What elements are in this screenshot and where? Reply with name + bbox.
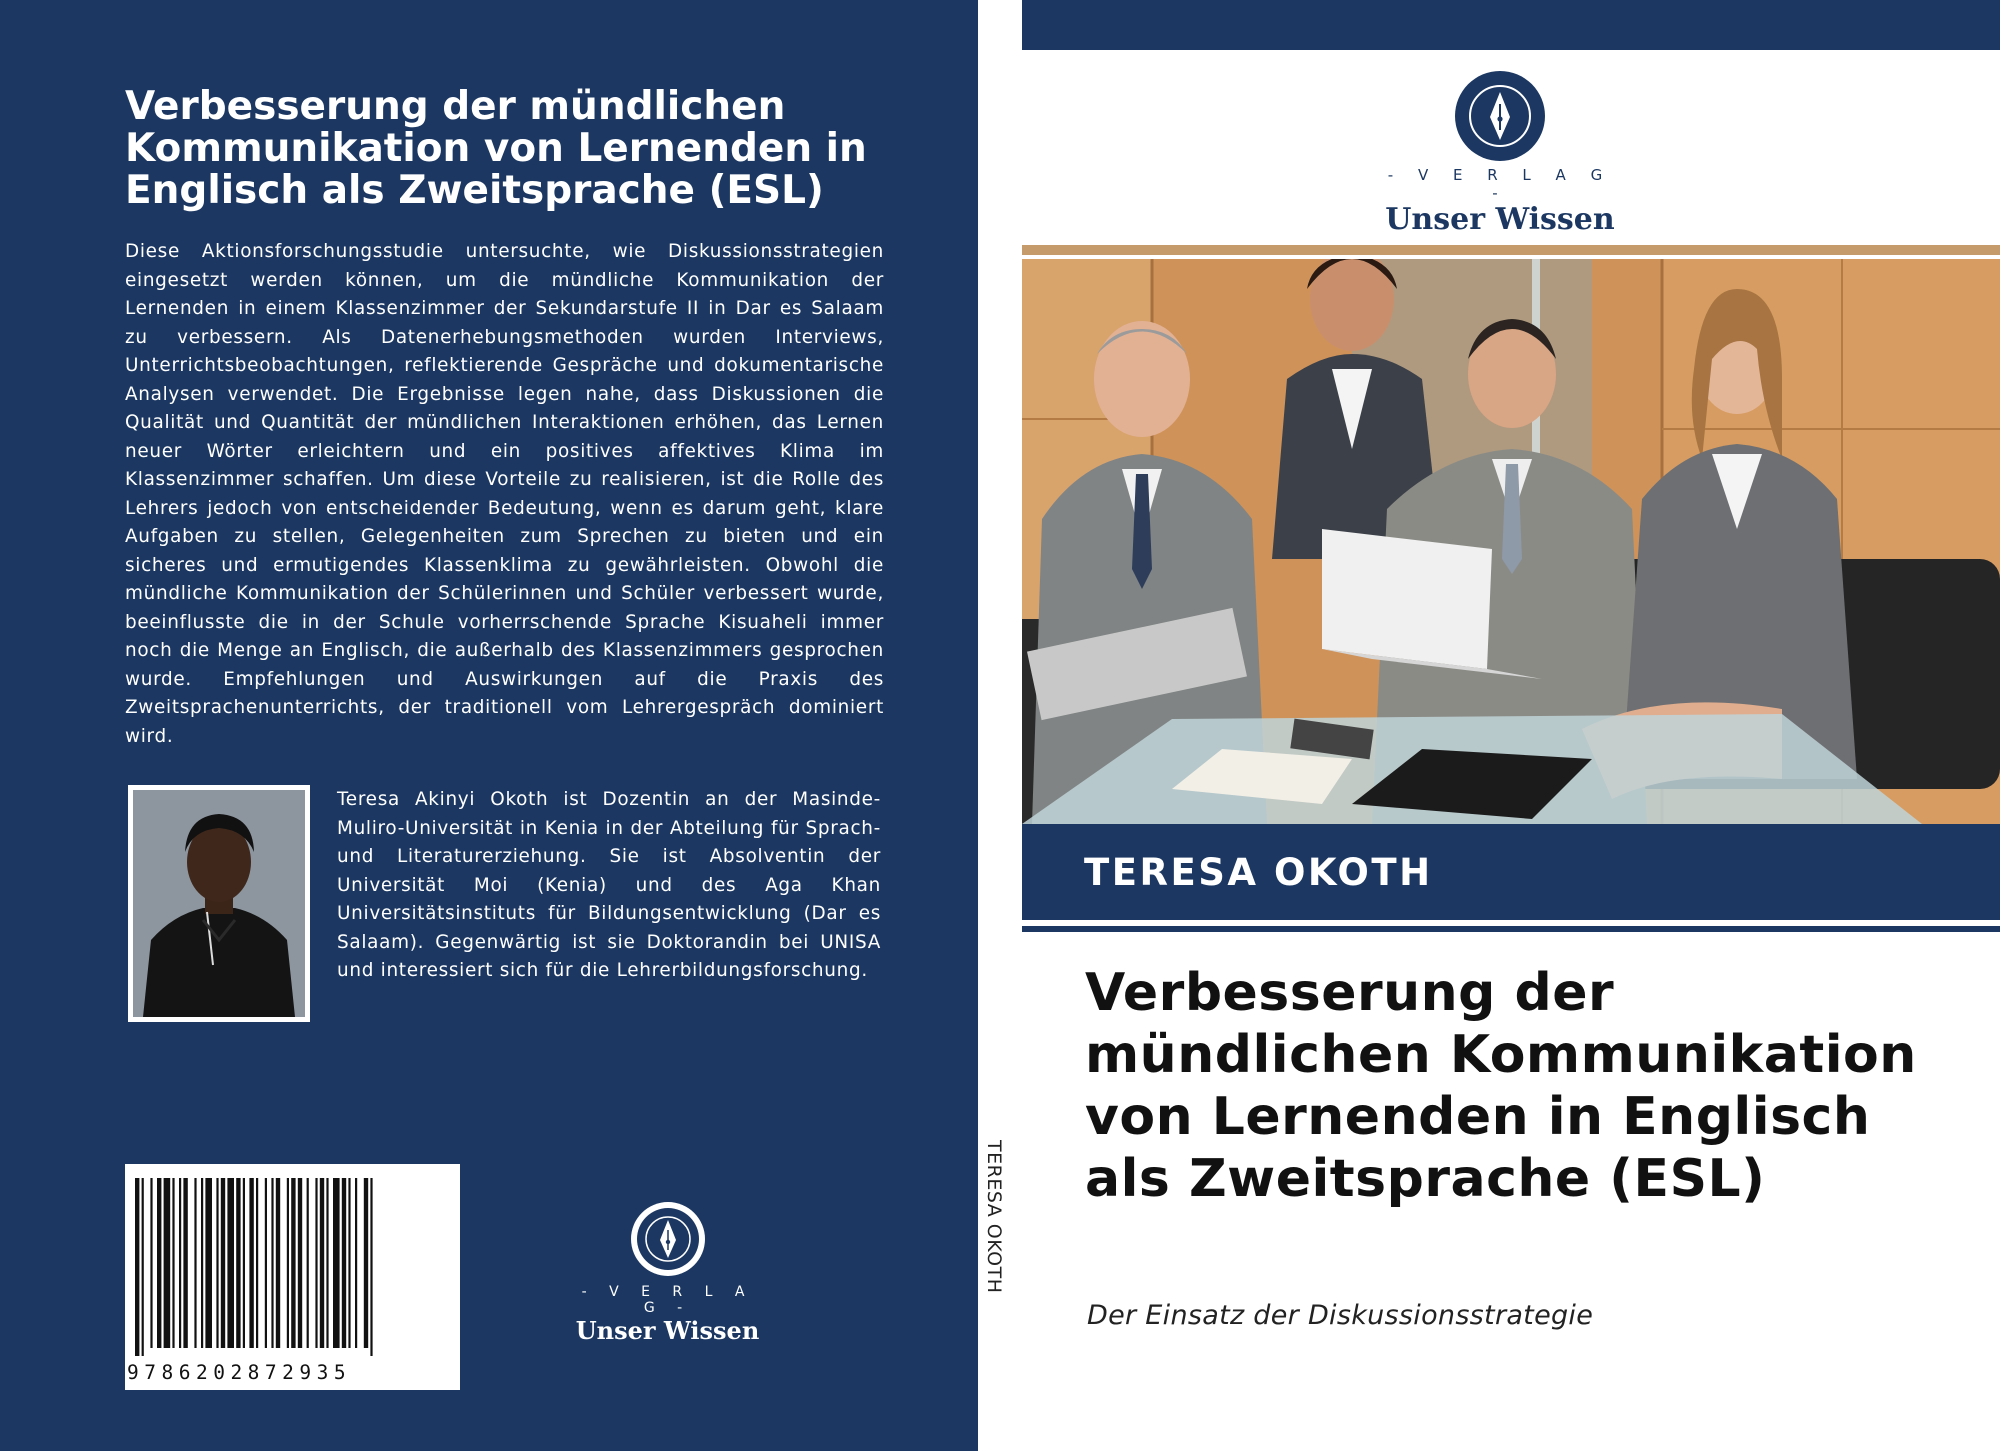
barcode-bar bbox=[265, 1178, 267, 1348]
barcode-bar bbox=[276, 1178, 280, 1348]
barcode-bar bbox=[183, 1178, 187, 1348]
back-logo-name: Unser Wissen bbox=[575, 1316, 760, 1345]
barcode-bar bbox=[364, 1178, 368, 1348]
front-logo-name: Unser Wissen bbox=[1385, 202, 1615, 237]
author-portrait-illustration bbox=[133, 790, 305, 1017]
barcode-bar bbox=[315, 1178, 317, 1348]
back-logo-verlag: - V E R L A G - bbox=[581, 1284, 754, 1316]
barcode-bar bbox=[135, 1178, 139, 1356]
barcode-bar bbox=[256, 1178, 258, 1348]
back-cover-title: Verbesserung der mündlichen Kommunikation von Lernenden in Englisch als Zweitsprache (ESL) bbox=[125, 84, 867, 213]
barcode-bar bbox=[370, 1178, 372, 1356]
barcode-bar bbox=[194, 1178, 196, 1348]
barcode-bars bbox=[125, 1164, 460, 1364]
front-cover-subtitle: Der Einsatz der Diskussionsstrategie bbox=[1087, 1300, 1594, 1331]
barcode-bar bbox=[249, 1178, 253, 1348]
barcode-bar bbox=[348, 1178, 350, 1348]
barcode-bar bbox=[172, 1178, 174, 1348]
barcode-bar bbox=[150, 1178, 152, 1348]
barcode-bar bbox=[227, 1178, 234, 1348]
author-bio: Teresa Akinyi Okoth ist Dozentin an der Masinde-Muliro-Universität in Kenia in der Abteilung für Sprach- und Literaturerziehung. Sie ist Absolventin der Universität Moi (Kenia) und des Aga Khan Universitätsinstituts für Bildungsentwicklung (Dar es Salaam). Gegenwärtig ist sie Doktorandin bei UNISA und interessiert sich für die Lehrerbildungsforschung. bbox=[337, 789, 881, 981]
back-publisher-logo bbox=[575, 1200, 760, 1345]
barcode-bar bbox=[342, 1178, 346, 1348]
front-top-band bbox=[1022, 0, 2000, 50]
barcode-digits: 9786202872935 bbox=[127, 1361, 352, 1384]
barcode-bar bbox=[157, 1178, 161, 1348]
cover-photo bbox=[1022, 259, 2000, 824]
back-cover-blurb: Diese Aktionsforschungsstudie untersuchte, wie Diskussionsstrategien eingesetzt werden können, um die mündliche Kommunikation der Lernenden in einem Klassenzimmer der Sekundarstufe II in Dar es Salaam zu verbessern. Als Datenerhebungsmethoden wurden Interviews, Unterrichtsbeobachtungen, reflektierende Gespräche und dokumentarische Analysen verwendet. Die Ergebnisse legen nahe, dass Diskussionen die Qualität und Quantität der mündlichen Interaktionen erhöhen, das Lernen neuer Wörter erleichtern und ein positives affektives Klima im Klassenzimmer schaffen. Um diese Vorteile zu realisieren, ist die Rolle des Lehrers jedoch von entscheidender Bedeutung, wenn es darum geht, klare Aufgaben zu stellen, Gelegenheiten zum Sprechen zu bieten und ein sicheres und ermutigendes Klassenklima zu gewährleisten. Obwohl die mündliche Kommunikation der Schülerinnen und Schüler verbessert wurde, beeinflusste die in der Schule vorherrschende Sprache Kisuaheli immer noch die Menge an Englisch, die außerhalb des Klassenzimmers gesprochen wurde. Empfehlungen und Auswirkungen auf die Praxis des Zweitsprachenunterrichts, der traditionell vom Lehrergespräch dominiert wird. bbox=[125, 241, 884, 747]
barcode-bar bbox=[142, 1178, 144, 1356]
author-photo bbox=[128, 785, 310, 1022]
barcode-bar bbox=[320, 1178, 324, 1348]
spine-author: TERESA OKOTH bbox=[983, 1140, 1005, 1294]
front-author-name: TERESA OKOTH bbox=[1084, 851, 1433, 894]
front-cover-title: Verbesserung der mündlichen Kommunikation von Lernenden in Englisch als Zweitsprache (ESL) bbox=[1085, 963, 1917, 1209]
barcode-bar bbox=[355, 1178, 357, 1348]
barcode-bar bbox=[221, 1178, 225, 1348]
barcode-bar bbox=[205, 1178, 212, 1348]
barcode-bar bbox=[271, 1178, 273, 1348]
photo-top-rule bbox=[1022, 245, 2000, 255]
barcode-bar bbox=[179, 1178, 181, 1348]
barcode-bar bbox=[326, 1178, 328, 1348]
front-logo-verlag: - V E R L A G - bbox=[1387, 166, 1613, 202]
barcode-bar bbox=[243, 1178, 245, 1348]
barcode-bar bbox=[333, 1178, 340, 1348]
publisher-emblem-icon bbox=[629, 1200, 707, 1278]
business-team-photo-illustration bbox=[1022, 259, 2000, 824]
barcode-bar bbox=[291, 1178, 295, 1348]
barcode-bar bbox=[298, 1178, 302, 1348]
back-cover bbox=[0, 0, 978, 1451]
isbn-barcode bbox=[125, 1164, 460, 1390]
barcode-bar bbox=[307, 1178, 309, 1348]
barcode-bar bbox=[216, 1178, 218, 1348]
front-author-band-rule bbox=[1022, 926, 2000, 932]
front-publisher-logo bbox=[1385, 70, 1615, 237]
barcode-bar bbox=[201, 1178, 203, 1348]
barcode-bar bbox=[164, 1178, 171, 1348]
front-author-band bbox=[1022, 824, 2000, 920]
barcode-bar bbox=[236, 1178, 240, 1348]
barcode-bar bbox=[287, 1178, 289, 1348]
publisher-emblem-icon bbox=[1454, 70, 1546, 162]
